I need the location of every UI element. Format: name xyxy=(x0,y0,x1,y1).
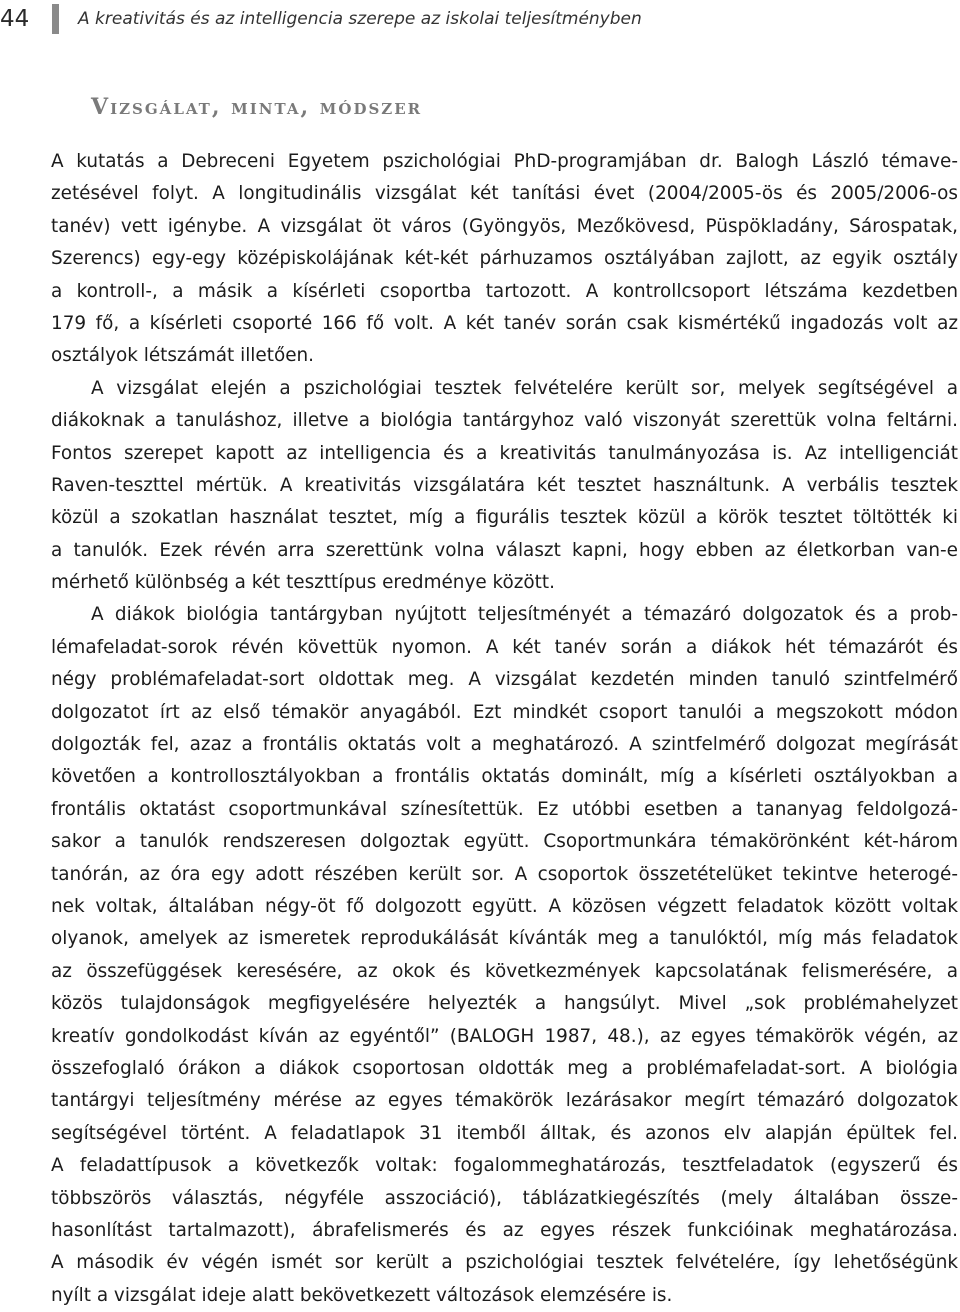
header-divider-bar xyxy=(52,4,59,34)
body-line: osztályok létszámát illetően. xyxy=(51,345,315,367)
body-line: sakor a tanulók rendszeresen dolgoztak együtt. Csoportmunkára témakörönként két-három xyxy=(51,831,958,853)
body-line: közül a szokatlan használat tesztet, míg a figurális tesztek közül a körök tesztet töltötték ki xyxy=(51,507,958,529)
body-line: nek voltak, általában négy-öt fő dolgozott együtt. A közösen végzett feladatok között voltak xyxy=(51,895,958,917)
body-line: 179 fő, a kísérleti csoporté 166 fő volt. A két tanév során csak kismértékű ingadozás volt az xyxy=(51,312,958,334)
body-line: kreatív gondolkodást kíván az egyéntől” (BALOGH 1987, 48.), az egyes témakörök végén, az xyxy=(51,1025,958,1047)
body-line: A kutatás a Debreceni Egyetem pszichológiai PhD-programjában dr. Balogh László témave- xyxy=(51,151,958,172)
body-line: a kontroll-, a másik a kísérleti csoportba tartozott. A kontrollcsoport létszáma kezdetben xyxy=(51,280,958,302)
body-line: az összefüggések keresésére, az okok és következmények kapcsolatának felismerésére, a xyxy=(51,960,958,982)
body-line: tanév) vett igénybe. A vizsgálat öt város (Gyöngyös, Mezőkövesd, Püspökladány, Sárospatak, xyxy=(51,215,958,237)
section-title: Vizsgálat, minta, módszer xyxy=(91,94,423,120)
body-line: A feladattípusok a következők voltak: fogalommeghatározás, tesztfeladatok (egyszerű és xyxy=(51,1155,958,1177)
body-line: diákoknak a tanuláshoz, illetve a biológia tantárgyhoz való viszonyát szerettük volna feltárni. xyxy=(51,410,958,432)
body-line: dolgozatot írt az első témakör anyagából. Ezt mindkét csoport tanulói a megszokott módon xyxy=(51,701,958,723)
body-line: A második év végén ismét sor került a pszichológiai tesztek felvételére, így lehetőségünk xyxy=(51,1252,958,1274)
body-text xyxy=(51,146,958,1312)
body-line: négy problémafeladat-sort oldottak meg. A vizsgálat kezdetén minden tanuló szintfelmérő xyxy=(51,669,958,691)
body-line: nyílt a vizsgálat ideje alatt bekövetkezett változások elemzésére is. xyxy=(51,1284,673,1306)
page-number: 44 xyxy=(0,6,30,32)
body-line: frontális oktatást csoportmunkával színesítettük. Ez utóbbi esetben a tananyag feldolgozá- xyxy=(51,798,958,820)
body-line: dolgozták fel, azaz a frontális oktatás volt a meghatározó. A szintfelmérő dolgozat megírását xyxy=(51,734,958,756)
body-line: zetésével folyt. A longitudinális vizsgálat két tanítási évet (2004/2005-ös és 2005/2006-os xyxy=(51,183,958,205)
running-title: A kreativitás és az intelligencia szerepe az iskolai teljesítményben xyxy=(78,9,642,29)
body-line: A vizsgálat elején a pszichológiai tesztek felvételére került sor, melyek segítségével a xyxy=(91,377,958,399)
body-line: Szerencs) egy-egy középiskolájának két-két párhuzamos osztályában zajlott, az egyik osztály xyxy=(51,248,958,270)
body-line: a tanulók. Ezek révén arra szerettünk volna választ kapni, hogy ebben az életkorban van-e xyxy=(51,539,958,561)
body-line: lémafeladat-sorok révén követtük nyomon. A két tanév során a diákok hét témazárót és xyxy=(51,636,958,658)
body-line: Fontos szerepet kapott az intelligencia és a kreativitás tanulmányozása is. Az intelligenciát xyxy=(51,442,958,464)
body-line: A diákok biológia tantárgyban nyújtott teljesítményét a témazáró dolgozatok és a prob- xyxy=(91,604,958,626)
body-line: olyanok, amelyek az ismeretek reprodukálását kívánták meg a tanulóktól, míg más feladatok xyxy=(51,928,958,950)
body-line: követően a kontrollosztályokban a frontális oktatás dominált, míg a kísérleti osztályokban a xyxy=(51,766,958,788)
body-line: hasonlítást tartalmazott), ábrafelismerés és az egyes részek funkcióinak meghatározása. xyxy=(51,1219,958,1241)
body-line: közös tulajdonságok megfigyelésére helyezték a hangsúlyt. Mivel „sok problémahelyzet xyxy=(51,993,958,1015)
body-line: segítségével történt. A feladatlapok 31 itemből álltak, és azonos elv alapján épültek fel. xyxy=(51,1122,958,1144)
body-line: többszörös választás, négyféle asszociáció), táblázatkiegészítés (mely általában össze- xyxy=(51,1187,958,1209)
body-line: mérhető különbség a két teszttípus eredménye között. xyxy=(51,572,555,594)
body-line: tanórán, az óra egy adott részében került sor. A csoportok összetételüket tekintve heterogé- xyxy=(51,863,958,885)
body-line: összefoglaló órákon a diákok csoportosan oldották meg a problémafeladat-sort. A biológia xyxy=(51,1057,958,1079)
body-line: Raven-teszttel mértük. A kreativitás vizsgálatára két tesztet használtunk. A verbális tesztek xyxy=(51,474,958,496)
body-line: tantárgyi teljesítmény mérése az egyes témakörök lezárásakor megírt témazáró dolgozatok xyxy=(51,1090,958,1112)
